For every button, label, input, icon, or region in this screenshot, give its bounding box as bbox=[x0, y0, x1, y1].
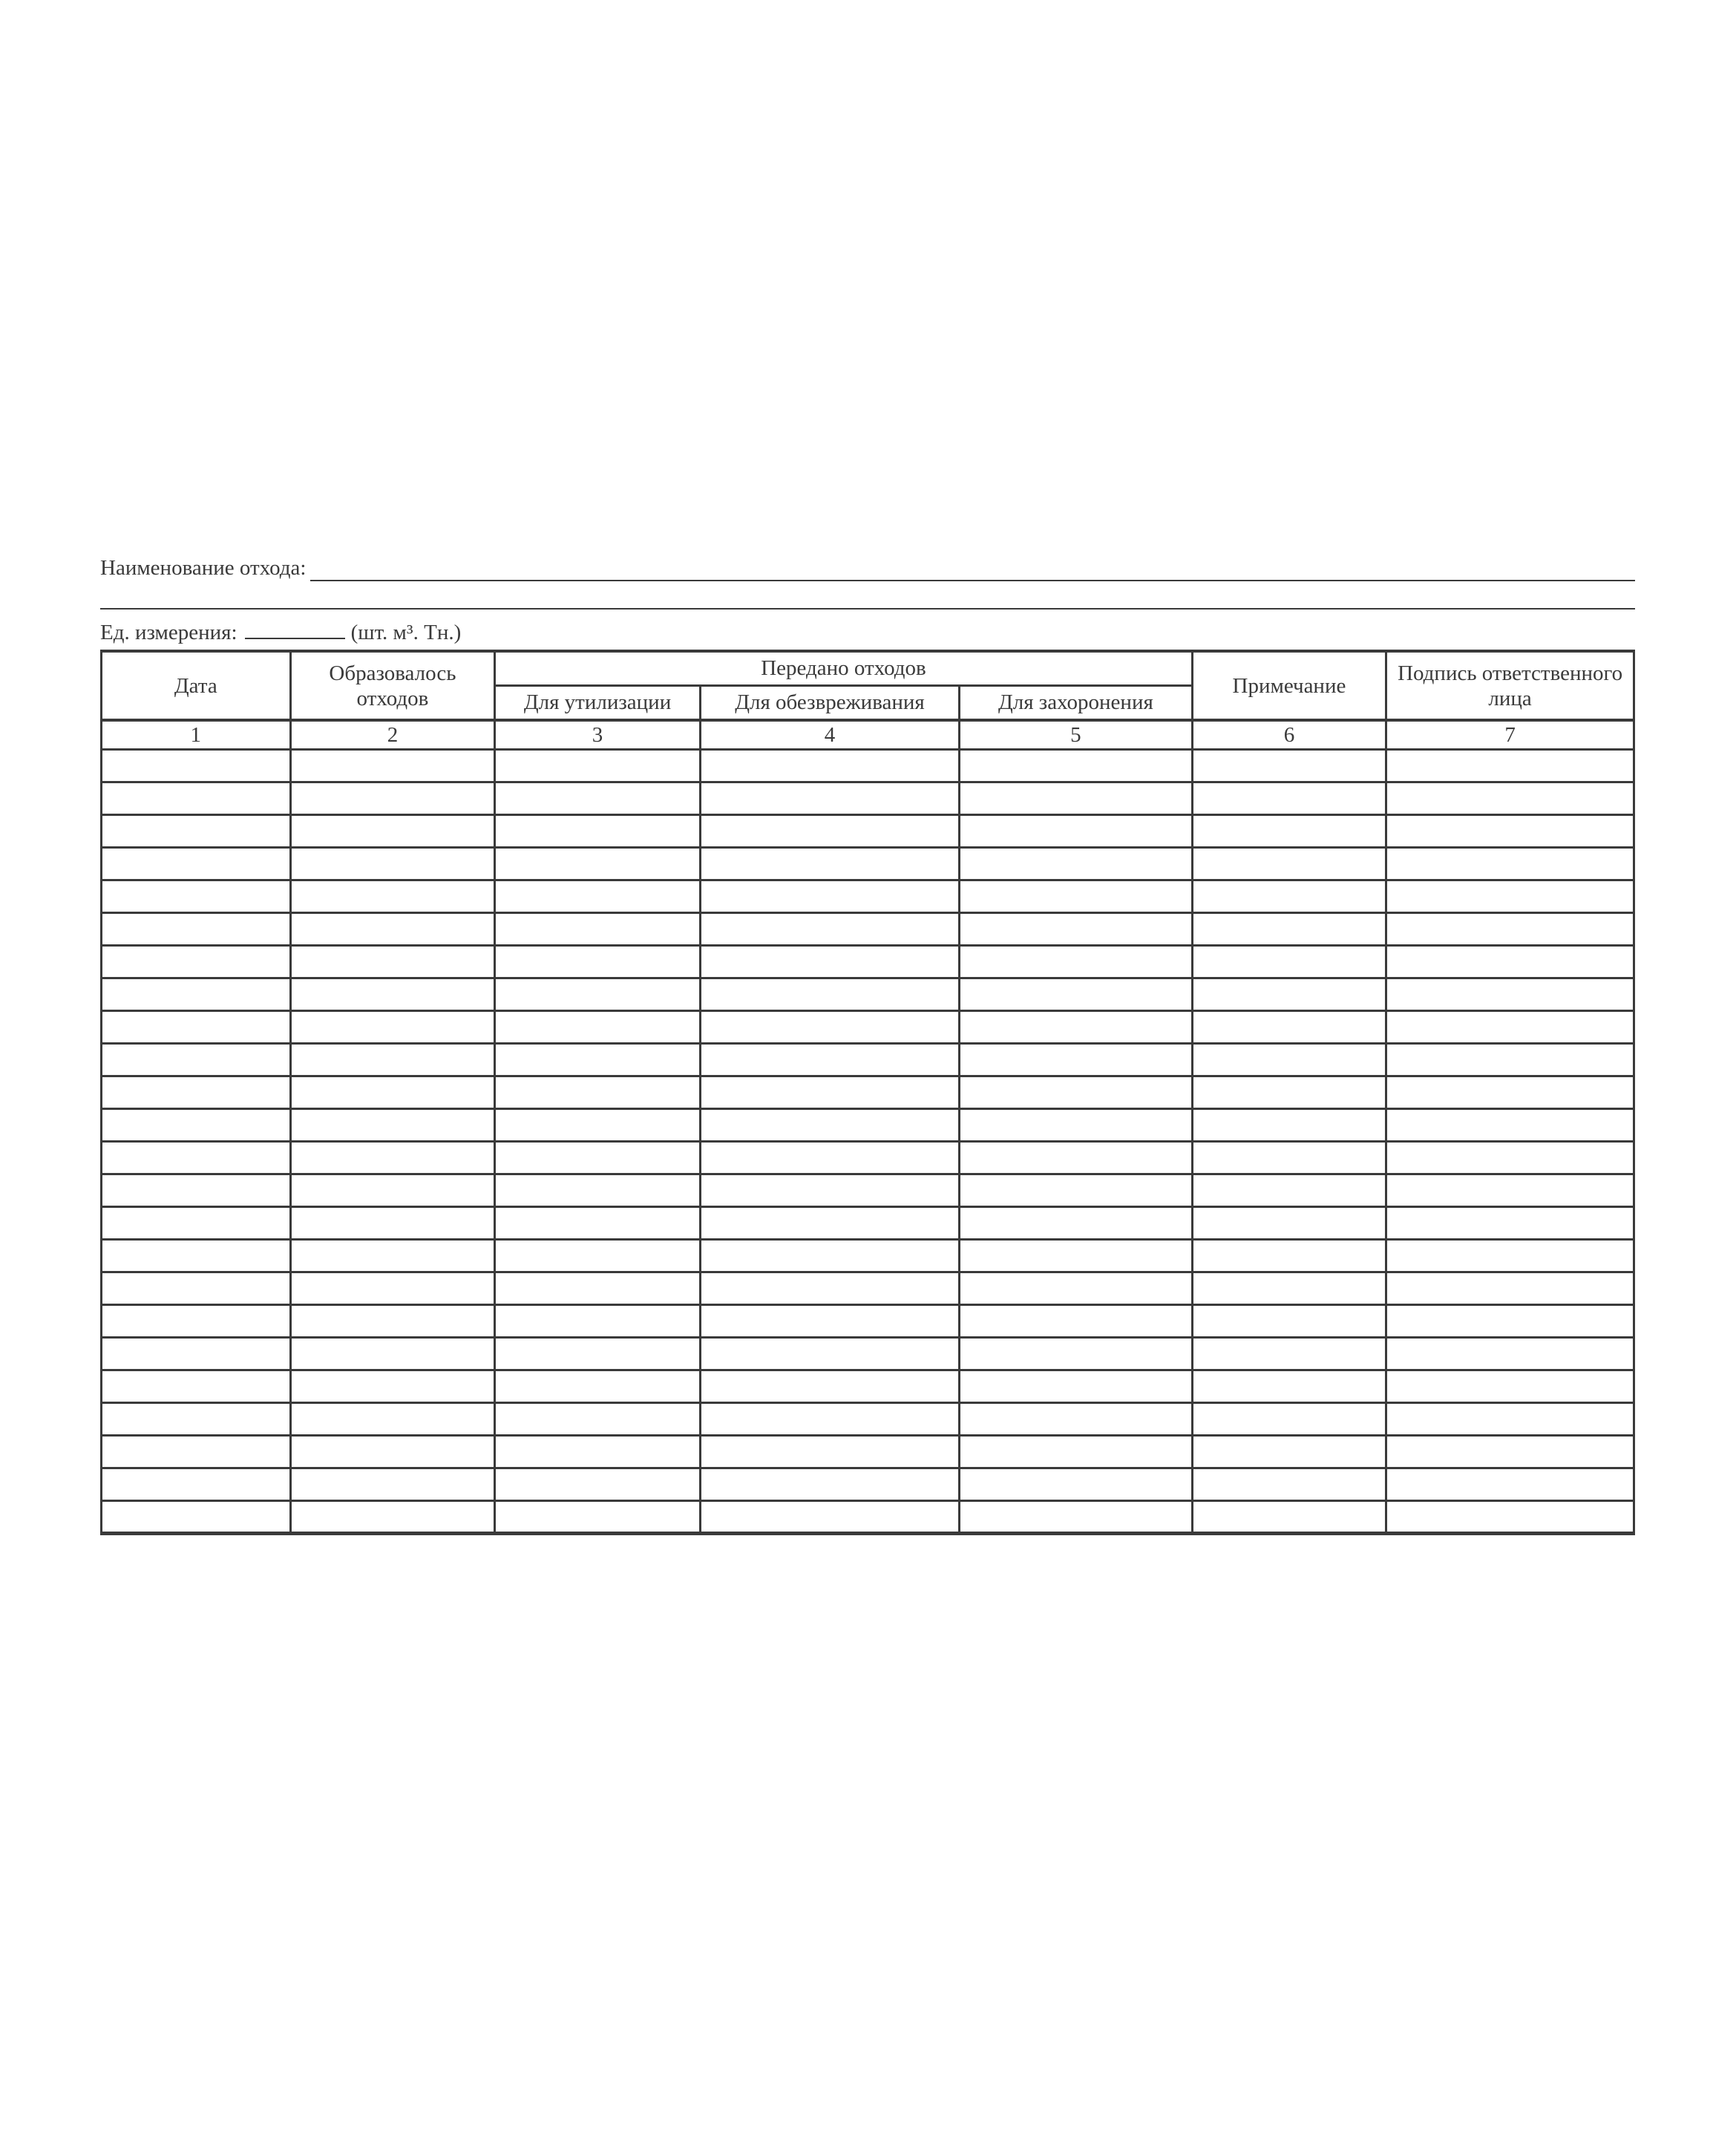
table-cell bbox=[1192, 1108, 1386, 1141]
table-cell bbox=[102, 814, 291, 847]
table-cell bbox=[495, 814, 701, 847]
table-cell bbox=[102, 1435, 291, 1468]
table-cell bbox=[1192, 1141, 1386, 1174]
table-cell bbox=[495, 1174, 701, 1206]
table-row bbox=[102, 912, 1634, 945]
header-note: Примечание bbox=[1192, 651, 1386, 720]
table-cell bbox=[1192, 1337, 1386, 1370]
table-cell bbox=[1192, 912, 1386, 945]
table-cell bbox=[290, 814, 495, 847]
waste-name-blank-line bbox=[310, 555, 1635, 581]
table-row bbox=[102, 1206, 1634, 1239]
table-row bbox=[102, 782, 1634, 814]
table-cell bbox=[1386, 1239, 1634, 1272]
table-cell bbox=[960, 1304, 1192, 1337]
table-cell bbox=[960, 1108, 1192, 1141]
table-cell bbox=[1386, 1337, 1634, 1370]
table-cell bbox=[960, 945, 1192, 978]
column-number-4: 4 bbox=[700, 720, 959, 749]
waste-log-table bbox=[100, 650, 1635, 1535]
table-cell bbox=[1192, 1043, 1386, 1076]
waste-name-line bbox=[100, 555, 1635, 581]
table-cell bbox=[290, 749, 495, 782]
table-cell bbox=[1192, 1076, 1386, 1108]
table-row bbox=[102, 1370, 1634, 1402]
table-cell bbox=[102, 912, 291, 945]
table-cell bbox=[700, 1468, 959, 1500]
table-cell bbox=[290, 945, 495, 978]
table-cell bbox=[700, 1174, 959, 1206]
table-cell bbox=[700, 814, 959, 847]
table-cell bbox=[102, 1402, 291, 1435]
table-cell bbox=[960, 782, 1192, 814]
column-number-6: 6 bbox=[1192, 720, 1386, 749]
table-body bbox=[102, 749, 1634, 1533]
table-row bbox=[102, 847, 1634, 880]
table-cell bbox=[960, 1370, 1192, 1402]
table-cell bbox=[960, 1174, 1192, 1206]
table-cell bbox=[102, 1272, 291, 1304]
table-cell bbox=[1386, 814, 1634, 847]
table-cell bbox=[495, 1076, 701, 1108]
table-cell bbox=[960, 847, 1192, 880]
table-row bbox=[102, 945, 1634, 978]
column-number-1: 1 bbox=[102, 720, 291, 749]
table-cell bbox=[495, 1468, 701, 1500]
table-cell bbox=[1386, 1076, 1634, 1108]
table-row bbox=[102, 1043, 1634, 1076]
table-cell bbox=[102, 945, 291, 978]
table-cell bbox=[960, 912, 1192, 945]
table-cell bbox=[960, 1076, 1192, 1108]
table-row bbox=[102, 814, 1634, 847]
table-cell bbox=[495, 1239, 701, 1272]
table-cell bbox=[495, 847, 701, 880]
table-cell bbox=[495, 1435, 701, 1468]
table-cell bbox=[960, 1010, 1192, 1043]
table-cell bbox=[960, 1239, 1192, 1272]
table-cell bbox=[960, 978, 1192, 1010]
table-cell bbox=[1386, 1043, 1634, 1076]
table-row bbox=[102, 1304, 1634, 1337]
table-row bbox=[102, 880, 1634, 912]
unit-hint: (шт. м³. Тн.) bbox=[350, 621, 462, 644]
table-row bbox=[102, 1076, 1634, 1108]
table-cell bbox=[290, 1468, 495, 1500]
table-cell bbox=[102, 782, 291, 814]
table-cell bbox=[102, 1076, 291, 1108]
table-cell bbox=[290, 1435, 495, 1468]
table-cell bbox=[700, 1206, 959, 1239]
table-cell bbox=[960, 1468, 1192, 1500]
table-row bbox=[102, 1141, 1634, 1174]
table-cell bbox=[290, 1076, 495, 1108]
table-cell bbox=[102, 1108, 291, 1141]
table-cell bbox=[290, 1174, 495, 1206]
table-cell bbox=[495, 1108, 701, 1141]
table-cell bbox=[102, 978, 291, 1010]
table-cell bbox=[1386, 1108, 1634, 1141]
table-cell bbox=[1192, 978, 1386, 1010]
table-cell bbox=[290, 1206, 495, 1239]
table-cell bbox=[960, 814, 1192, 847]
table-cell bbox=[290, 912, 495, 945]
table-cell bbox=[1386, 1370, 1634, 1402]
table-cell bbox=[1386, 1206, 1634, 1239]
table-cell bbox=[495, 1500, 701, 1533]
table-row bbox=[102, 1239, 1634, 1272]
header-generated: Образовалось отходов bbox=[290, 651, 495, 720]
table-cell bbox=[700, 1043, 959, 1076]
header-date: Дата bbox=[102, 651, 291, 720]
table-cell bbox=[1192, 945, 1386, 978]
table-cell bbox=[102, 1304, 291, 1337]
table-cell bbox=[1192, 1500, 1386, 1533]
table-cell bbox=[290, 1010, 495, 1043]
table-cell bbox=[495, 1272, 701, 1304]
table-cell bbox=[960, 1206, 1192, 1239]
table-cell bbox=[290, 847, 495, 880]
table-cell bbox=[960, 1272, 1192, 1304]
waste-name-label: Наименование отхода: bbox=[100, 556, 307, 580]
table-cell bbox=[1192, 782, 1386, 814]
table-cell bbox=[290, 1304, 495, 1337]
table-row bbox=[102, 1010, 1634, 1043]
table-cell bbox=[960, 1043, 1192, 1076]
table-cell bbox=[1192, 749, 1386, 782]
unit-blank-line bbox=[245, 618, 345, 639]
table-cell bbox=[102, 1206, 291, 1239]
table-cell bbox=[1386, 912, 1634, 945]
table-cell bbox=[1386, 1435, 1634, 1468]
table-cell bbox=[700, 1239, 959, 1272]
table-cell bbox=[1386, 1010, 1634, 1043]
table-cell bbox=[1386, 978, 1634, 1010]
table-cell bbox=[495, 1010, 701, 1043]
table-row bbox=[102, 1272, 1634, 1304]
table-cell bbox=[700, 1272, 959, 1304]
table-cell bbox=[495, 880, 701, 912]
table-cell bbox=[700, 782, 959, 814]
table-row bbox=[102, 1108, 1634, 1141]
table-cell bbox=[290, 1272, 495, 1304]
table-cell bbox=[700, 945, 959, 978]
table-cell bbox=[1192, 1468, 1386, 1500]
table-cell bbox=[290, 978, 495, 1010]
table-row bbox=[102, 1468, 1634, 1500]
table-cell bbox=[1192, 1435, 1386, 1468]
table-cell bbox=[290, 1108, 495, 1141]
table-cell bbox=[495, 1304, 701, 1337]
table-cell bbox=[1386, 880, 1634, 912]
table-cell bbox=[102, 1043, 291, 1076]
column-number-2: 2 bbox=[290, 720, 495, 749]
table-row bbox=[102, 1402, 1634, 1435]
table-cell bbox=[1192, 1370, 1386, 1402]
table-cell bbox=[102, 1174, 291, 1206]
table-cell bbox=[1386, 782, 1634, 814]
table-cell bbox=[495, 749, 701, 782]
table-cell bbox=[290, 1500, 495, 1533]
table-cell bbox=[102, 1468, 291, 1500]
table-cell bbox=[960, 1435, 1192, 1468]
table-cell bbox=[960, 1141, 1192, 1174]
table-cell bbox=[290, 1239, 495, 1272]
header-burial: Для захоронения bbox=[960, 685, 1192, 720]
table-cell bbox=[102, 1337, 291, 1370]
table-row bbox=[102, 1174, 1634, 1206]
table-cell bbox=[102, 1370, 291, 1402]
column-number-5: 5 bbox=[960, 720, 1192, 749]
table-cell bbox=[102, 847, 291, 880]
waste-name-continuation-line bbox=[100, 608, 1635, 609]
table-cell bbox=[102, 749, 291, 782]
table-cell bbox=[1386, 847, 1634, 880]
table-cell bbox=[1192, 880, 1386, 912]
header-neutralization: Для обезвреживания bbox=[700, 685, 959, 720]
table-row bbox=[102, 1435, 1634, 1468]
table-cell bbox=[495, 1141, 701, 1174]
form-content bbox=[100, 550, 1635, 1535]
table-cell bbox=[1192, 1304, 1386, 1337]
table-row bbox=[102, 1337, 1634, 1370]
table-cell bbox=[102, 1010, 291, 1043]
table-cell bbox=[960, 1500, 1192, 1533]
table-cell bbox=[1192, 847, 1386, 880]
table-cell bbox=[1386, 1174, 1634, 1206]
table-cell bbox=[700, 1304, 959, 1337]
table-cell bbox=[1386, 945, 1634, 978]
table-cell bbox=[700, 1435, 959, 1468]
table-cell bbox=[290, 1043, 495, 1076]
table-cell bbox=[700, 1010, 959, 1043]
column-number-3: 3 bbox=[495, 720, 701, 749]
table-cell bbox=[1386, 1468, 1634, 1500]
table-cell bbox=[700, 1141, 959, 1174]
table-cell bbox=[290, 1141, 495, 1174]
table-cell bbox=[290, 1402, 495, 1435]
table-cell bbox=[700, 1108, 959, 1141]
table-cell bbox=[290, 880, 495, 912]
table-cell bbox=[700, 749, 959, 782]
table-cell bbox=[1386, 749, 1634, 782]
table-cell bbox=[700, 1076, 959, 1108]
table-cell bbox=[495, 1206, 701, 1239]
table-cell bbox=[495, 912, 701, 945]
table-cell bbox=[960, 880, 1192, 912]
table-row bbox=[102, 749, 1634, 782]
table-cell bbox=[1386, 1272, 1634, 1304]
table-cell bbox=[960, 749, 1192, 782]
header-utilization: Для утилизации bbox=[495, 685, 701, 720]
table-cell bbox=[1386, 1141, 1634, 1174]
table-cell bbox=[102, 1239, 291, 1272]
table-row bbox=[102, 978, 1634, 1010]
table-cell bbox=[495, 782, 701, 814]
header-row-top bbox=[102, 651, 1634, 685]
table-cell bbox=[495, 978, 701, 1010]
table-cell bbox=[700, 1370, 959, 1402]
table-cell bbox=[1386, 1402, 1634, 1435]
table-cell bbox=[1192, 1402, 1386, 1435]
table-cell bbox=[1192, 1174, 1386, 1206]
unit-line bbox=[100, 618, 1635, 646]
table-cell bbox=[495, 1043, 701, 1076]
table-cell bbox=[1192, 1272, 1386, 1304]
table-cell bbox=[700, 912, 959, 945]
table-cell bbox=[102, 1141, 291, 1174]
table-cell bbox=[700, 847, 959, 880]
table-cell bbox=[700, 1337, 959, 1370]
table-cell bbox=[102, 1500, 291, 1533]
table-cell bbox=[960, 1402, 1192, 1435]
table-cell bbox=[700, 1500, 959, 1533]
table-cell bbox=[290, 782, 495, 814]
table-cell bbox=[290, 1370, 495, 1402]
table-cell bbox=[495, 1402, 701, 1435]
table-cell bbox=[1192, 1239, 1386, 1272]
table-cell bbox=[1192, 1206, 1386, 1239]
table-cell bbox=[700, 1402, 959, 1435]
unit-label: Ед. измерения: bbox=[100, 621, 238, 644]
table-cell bbox=[1192, 1010, 1386, 1043]
header-signature: Подпись ответственного лица bbox=[1386, 651, 1634, 720]
table-cell bbox=[495, 1370, 701, 1402]
table-cell bbox=[700, 978, 959, 1010]
table-cell bbox=[960, 1337, 1192, 1370]
table-row bbox=[102, 1500, 1634, 1533]
table-cell bbox=[1386, 1500, 1634, 1533]
table-cell bbox=[290, 1337, 495, 1370]
table-cell bbox=[102, 880, 291, 912]
column-number-row bbox=[102, 720, 1634, 749]
header-transferred-group: Передано отходов bbox=[495, 651, 1192, 685]
table-cell bbox=[700, 880, 959, 912]
column-number-7: 7 bbox=[1386, 720, 1634, 749]
table-cell bbox=[1192, 814, 1386, 847]
table-cell bbox=[495, 945, 701, 978]
table-cell bbox=[1386, 1304, 1634, 1337]
table-cell bbox=[495, 1337, 701, 1370]
